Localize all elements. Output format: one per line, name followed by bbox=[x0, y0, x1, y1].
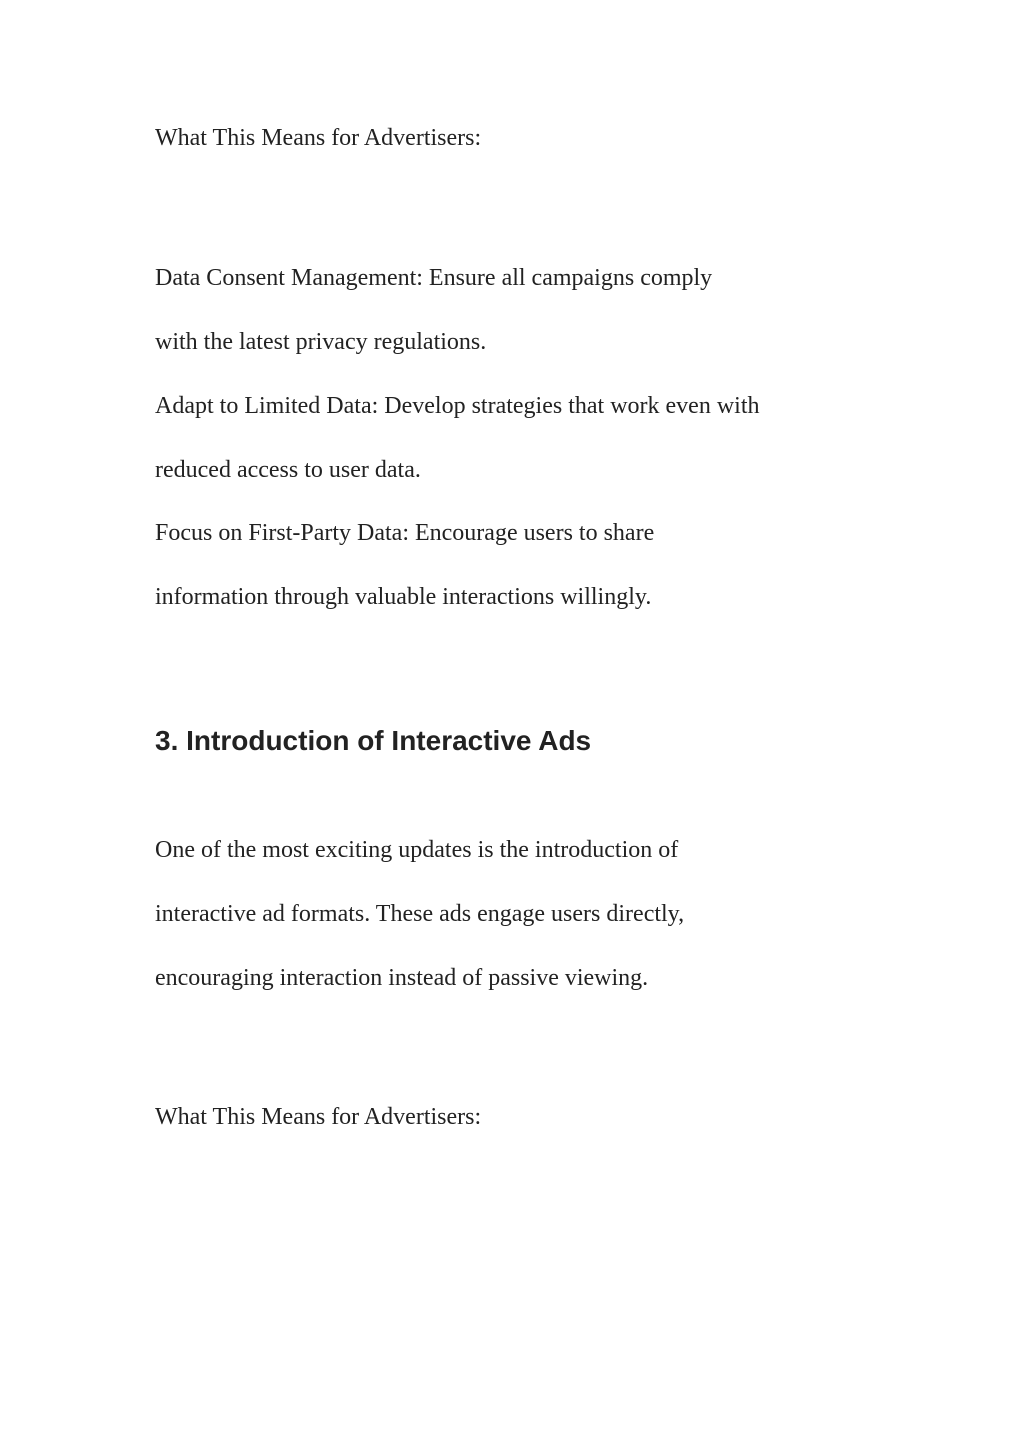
list-item-line: Adapt to Limited Data: Develop strategies that work even with bbox=[155, 393, 760, 419]
section-label: What This Means for Advertisers: bbox=[155, 1104, 482, 1130]
list-item-line: information through valuable interactions willingly. bbox=[155, 584, 652, 610]
list-item-line: with the latest privacy regulations. bbox=[155, 329, 487, 355]
section-heading: 3. Introduction of Interactive Ads bbox=[155, 725, 592, 756]
list-item-line: reduced access to user data. bbox=[155, 457, 421, 483]
paragraph-line: One of the most exciting updates is the introduction of bbox=[155, 837, 679, 863]
paragraph-line: encouraging interaction instead of passive viewing. bbox=[155, 965, 649, 991]
paragraph-line: interactive ad formats. These ads engage users directly, bbox=[155, 901, 685, 927]
list-item-line: Focus on First-Party Data: Encourage users to share bbox=[155, 520, 655, 546]
list-item-line: Data Consent Management: Ensure all campaigns comply bbox=[155, 265, 713, 291]
section-label: What This Means for Advertisers: bbox=[155, 125, 482, 151]
